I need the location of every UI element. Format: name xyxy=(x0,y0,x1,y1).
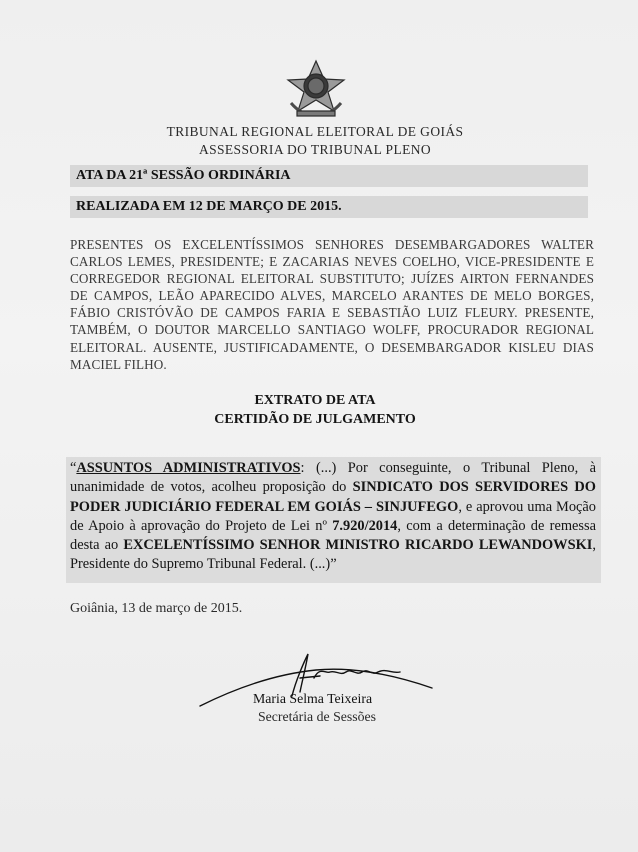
paragraph-text: : (...) Por conseguinte, o Tribunal Pleno, à unanimidade de votos, acolheu proposição do xyxy=(70,460,596,496)
brazil-coat-of-arms-icon xyxy=(283,59,349,121)
administrative-matters-heading: ASSUNTOS ADMINISTRATIVOS xyxy=(76,460,301,476)
handwritten-signature xyxy=(196,648,436,718)
bill-number: 7.920/2014 xyxy=(332,517,398,534)
session-title: ATA DA 21ª SESSÃO ORDINÁRIA xyxy=(76,168,291,183)
session-date: REALIZADA EM 12 DE MARÇO DE 2015. xyxy=(76,199,342,214)
administrative-matters-paragraph xyxy=(70,459,596,575)
attendees-paragraph: PRESENTES OS EXCELENTÍSSIMOS SENHORES DESEMBARGADORES WALTER CARLOS LEMES, PRESIDENTE; E ZACARIAS NEVES COELHO, VICE-PRESIDENTE E CORREGEDOR REGIONAL ELEITORAL SUBSTITUTO; JUÍZES AIRTON FERNANDES DE CAMPOS, LEÃO APARECIDO ALVES, MARCELO ARANTES DE MELO BORGES, FÁBIO CRISTÓVÃO DE CAMPOS FARIA E SEBASTIÃO LUIZ FLEURY. PRESENTE, TAMBÉM, O DOUTOR MARCELLO SANTIAGO WOLFF, PROCURADOR REGIONAL ELEITORAL. AUSENTE, JUSTIFICADAMENTE, O DESEMBARGADOR KISLEU DIAS MACIEL FILHO. xyxy=(70,237,594,372)
paragraph-text: , e aprovou uma Moção de Apoio à aprovação do Projeto de Lei nº xyxy=(70,498,596,534)
signatory-role: Secretária de Sessões xyxy=(258,709,376,724)
signatory-name: Maria Selma Teixeira xyxy=(253,691,373,706)
court-name: TRIBUNAL REGIONAL ELEITORAL DE GOIÁS xyxy=(166,124,464,139)
recipient-name: EXCELENTÍSSIMO SENHOR MINISTRO RICARDO LEWANDOWSKI xyxy=(123,537,593,554)
place-and-date: Goiânia, 13 de março de 2015. xyxy=(70,601,243,616)
paragraph-text: , Presidente do Supremo Tribunal Federal. (...)” xyxy=(70,537,596,573)
paragraph-text: , com a determinação de remessa desta ao xyxy=(70,517,597,554)
extract-title: EXTRATO DE ATA xyxy=(254,393,376,408)
union-name: SINDICATO DOS SERVIDORES DO PODER JUDICIÁRIO FEDERAL EM GOIÁS – SINJUFEGO xyxy=(70,479,596,515)
department-name: ASSESSORIA DO TRIBUNAL PLENO xyxy=(198,142,432,157)
judgment-certificate-title: CERTIDÃO DE JULGAMENTO xyxy=(214,412,416,427)
open-quote: “ xyxy=(70,460,77,476)
